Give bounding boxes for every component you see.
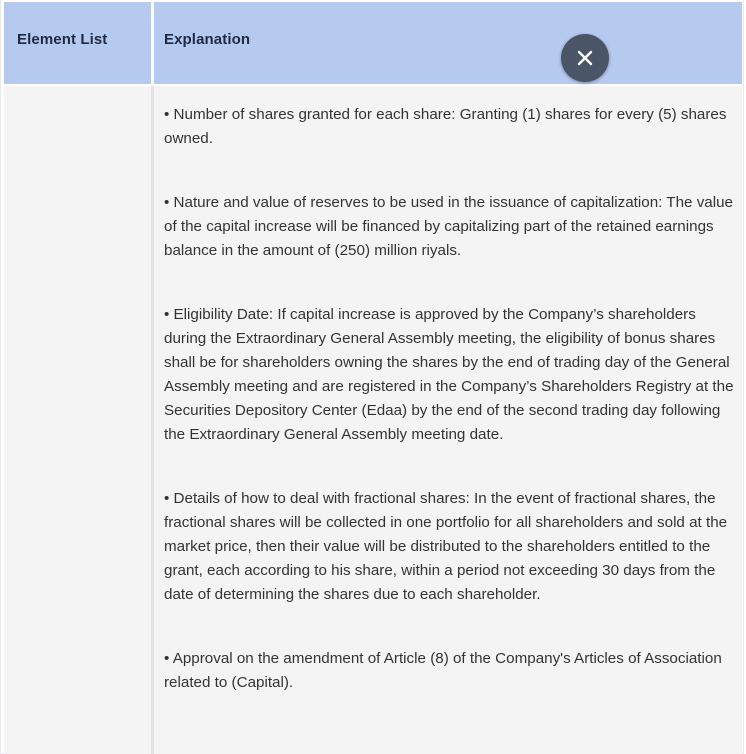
table-row [4, 86, 742, 754]
table-header [4, 2, 742, 86]
explanation-paragraph-reserves: • Nature and value of reserves to be used in the issuance of capitalization: The value of the capital increase will be financed by capitalizing part of the retained earnings balance in the amount of (250) million riyals. [164, 194, 734, 259]
close-icon [576, 49, 594, 67]
header-explanation: Explanation [164, 31, 251, 48]
header-element-list: Element List [17, 31, 108, 48]
explanation-paragraph-amendment: • Approval on the amendment of Article (8) of the Company's Articles of Association related to (Capital). [164, 650, 722, 691]
explanation-paragraph-eligibility: • Eligibility Date: If capital increase is approved by the Company’s shareholders during the Extraordinary General Assembly meeting, the eligibility of bonus shares shall be for shareholders owning the shares by the end of trading day of the General Assembly meeting and are registered in the Company’s Shareholders Registry at the Securities Depository Center (Edaa) by the end of the second trading day following the Extraordinary General Assembly meeting date. [164, 306, 734, 443]
close-button[interactable] [561, 34, 609, 82]
explanation-cell [164, 103, 734, 735]
column-divider [151, 86, 154, 754]
explanation-paragraph-fractional: • Details of how to deal with fractional shares: In the event of fractional shares, the fractional shares will be collected in one portfolio for all shareholders and sold at the market price, then their value will be distributed to the shareholders entitled to the grant, each according to his share, within a period not exceeding 30 days from the date of determining the shares due to each shareholder. [164, 490, 728, 603]
explanation-paragraph-shares-granted: • Number of shares granted for each share: Granting (1) shares for every (5) shares owned. [164, 106, 727, 147]
element-cell [4, 86, 151, 754]
header-divider [151, 2, 154, 84]
